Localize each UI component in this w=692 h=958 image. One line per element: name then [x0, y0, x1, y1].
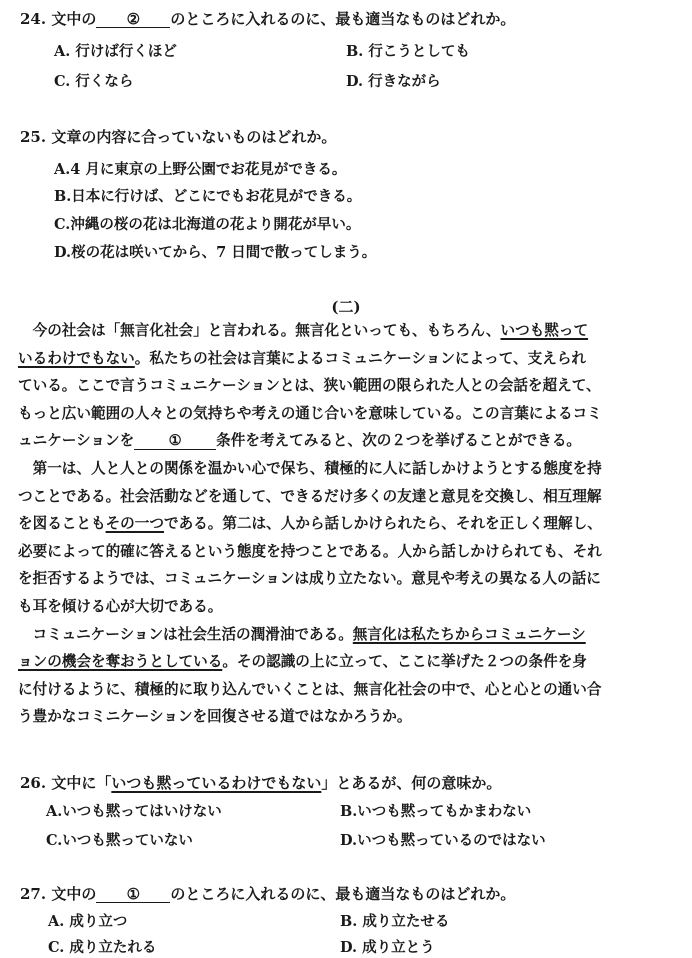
passage-line: を図ることもその一つである。第二は、人から話しかけられたら、それを正しく理解し、	[18, 515, 602, 533]
section-heading: (二)	[331, 298, 361, 316]
passage-line: も耳を傾ける心が大切である。	[18, 597, 223, 615]
q26-option-c: C.いつも黙っていない	[46, 832, 193, 849]
passage-line: ュニケーションを ① 条件を考えてみると、次の２つを挙げることができる。	[18, 432, 582, 450]
passage-line: に付けるように、積極的に取り込んでいくことは、無言化社会の中で、心と心との通い合	[18, 680, 602, 698]
q26-prefix: 26. 文中に「	[20, 774, 112, 792]
passage-line: う豊かなコミニケーションを回復させる道ではなかろうか。	[18, 708, 412, 726]
question-27	[20, 883, 515, 904]
underlined-phrase-1-cont: いるわけでもない	[18, 349, 135, 367]
passage-line: コミュニケーションは社会生活の潤滑油である。無言化は私たちからコミュニケーシ	[18, 625, 586, 643]
passage-line: 第一は、人と人との関係を温かい心で保ち、積極的に人に話しかけようとする態度を持	[18, 459, 602, 477]
underlined-phrase-3: 無言化は私たちからコミュニケーシ	[352, 625, 586, 643]
q25-option-d: D.桜の花は咲いてから、7 日間で散ってしまう。	[54, 244, 377, 261]
q24-option-b: B. 行こうとしても	[346, 43, 470, 60]
q24-suffix: のところに入れるのに、最も適当なものはどれか。	[170, 10, 516, 28]
passage-line: 今の社会は「無言化社会」と言われる。無言化といっても、もちろん、いつも黙って	[18, 322, 589, 339]
passage-line: 必要によって的確に答えるという態度を持つことである。人から話しかけられても、それ	[18, 542, 602, 560]
passage-line: ョンの機会を奪おうとしている。その認識の上に立って、ここに挙げた２つの条件を身	[18, 653, 587, 671]
passage-line: を拒否するようでは、コミュニケーションは成り立たない。意見や考えの異なる人の話に	[18, 570, 601, 588]
q25-option-c: C.沖縄の桜の花は北海道の花より開花が早い。	[54, 216, 361, 233]
underlined-phrase-1: いつも黙って	[500, 322, 589, 339]
q25-option-b: B.日本に行けば、どこにでもお花見ができる。	[54, 188, 362, 205]
q27-label: 27. 文中の	[20, 885, 97, 903]
q27-suffix: のところに入れるのに、最も適当なものはどれか。	[170, 885, 516, 903]
q26-suffix: 」とあるが、何の意味か。	[321, 774, 502, 792]
passage-line: つことである。社会活動などを通して、できるだけ多くの友達と意見を交換し、相互理解	[18, 487, 602, 505]
question-24	[20, 8, 515, 29]
passage	[18, 317, 678, 731]
q27-option-c: C. 成り立たれる	[48, 939, 157, 956]
underlined-phrase-2: その一つ	[105, 515, 164, 533]
passage-blank-1: ①	[134, 432, 216, 450]
q26-option-a: A.いつも黙ってはいけない	[46, 803, 222, 820]
q24-option-a: A. 行けば行くほど	[54, 43, 177, 60]
passage-line: もっと広い範囲の人々との気持ちや考えの通じ合いを意味している。この言葉によるコミ	[18, 404, 602, 422]
q26-option-b: B.いつも黙ってもかまわない	[340, 803, 532, 820]
question-26	[20, 772, 501, 793]
q24-option-d: D. 行きながら	[346, 73, 441, 90]
question-25: 25. 文章の内容に合っていないものはどれか。	[20, 128, 337, 146]
q25-option-a: A.4 月に東京の上野公園でお花見ができる。	[54, 161, 347, 178]
q27-option-b: B. 成り立たせる	[340, 913, 450, 930]
passage-line: ている。ここで言うコミュニケーションとは、狭い範囲の限られた人との会話を超えて、	[18, 377, 601, 395]
q26-quoted-phrase: いつも黙っているわけでもない	[111, 774, 322, 792]
q27-option-d: D. 成り立とう	[340, 939, 435, 956]
q27-option-a: A. 成り立つ	[48, 913, 128, 930]
passage-line: いるわけでもない。私たちの社会は言葉によるコミュニケーションによって、支えられ	[18, 349, 587, 367]
q24-blank: ②	[96, 11, 170, 28]
q27-blank: ①	[96, 886, 170, 903]
q24-option-c: C. 行くなら	[54, 73, 134, 90]
q26-option-d: D.いつも黙っているのではない	[340, 832, 546, 849]
underlined-phrase-3-cont: ョンの機会を奪おうとしている	[18, 653, 223, 671]
q24-label: 24. 文中の	[20, 10, 97, 28]
